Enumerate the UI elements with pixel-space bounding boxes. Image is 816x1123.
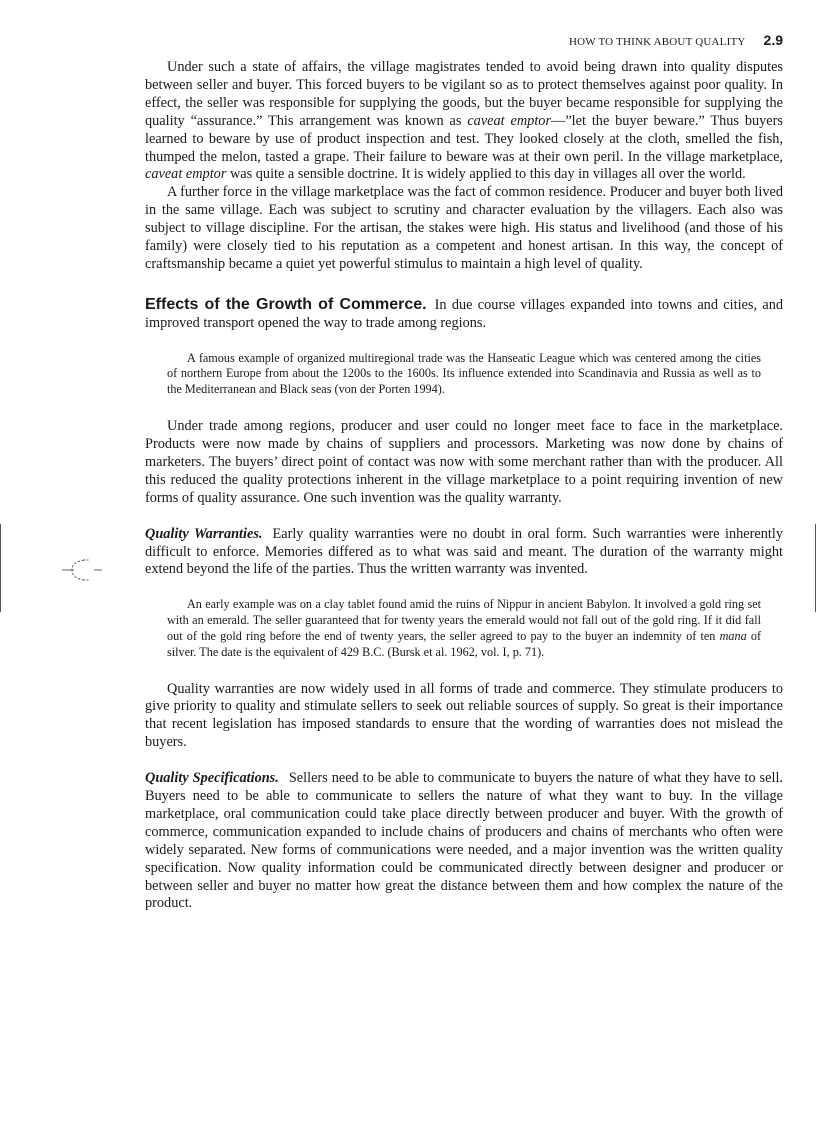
italic-term: mana	[719, 628, 747, 643]
subsection-quality-warranties	[145, 526, 783, 580]
publisher-logo-icon	[58, 556, 106, 584]
text-run: Under such a state of affairs, the village magistrates tended to avoid being drawn into quality disputes between seller and buyer. This forced buyers to be vigilant so as to protect themselves against poor quality. In effect, the seller was responsible for supplying the goods, but the buyer became responsible for supplying the quality “assurance.” This arrangement was known as	[145, 59, 783, 129]
paragraph-warranties-today: Quality warranties are now widely used in all forms of trade and commerce. They stimulate producers to give priority to quality and stimulate sellers to seek out reliable sources of supply. So great is their importance that recent legislation has imposed standards to ensure that the wording of warranties does not mislead the buyers.	[145, 680, 783, 751]
subsection-heading: Quality Specifications.	[145, 770, 279, 787]
running-head-title: HOW TO THINK ABOUT QUALITY	[569, 36, 746, 48]
text-run: of silver. The date is the equivalent of 429 B.C. (Bursk et al. 1962, vol. I, p. 71).	[167, 628, 761, 659]
subsection-quality-specifications	[145, 770, 783, 913]
text-run: An early example was on a clay tablet found amid the ruins of Nippur in ancient Babylon. It involved a gold ring set with an emerald. The seller guaranteed that for twenty years the emerald would not fall out of the gold ring. If it did fall out of the gold ring before the end of twenty years, the seller agreed to pay to the buyer an indemnity of ten	[167, 597, 761, 643]
section-heading: Effects of the Growth of Commerce.	[145, 295, 427, 313]
extract-nippur-tablet	[167, 597, 761, 660]
extract-text: A famous example of organized multiregional trade was the Hanseatic League which was centered among the cities of northern Europe from about the 1200s to the 1600s. Its influence extended into Scandinavia and Russia as well as to the Mediterranean and Black seas (von der Porten 1994).	[167, 350, 761, 397]
left-margin-marker	[0, 524, 1, 612]
page-content	[145, 30, 783, 913]
text-run: was quite a sensible doctrine. It is widely applied to this day in villages all over the world.	[226, 166, 746, 183]
extract-text	[167, 597, 761, 660]
paragraph-trade-among-regions: Under trade among regions, producer and user could no longer meet face to face in the marketplace. Products were now made by chains of suppliers and processors. Marketing was now done by chains of marketers. The buyers’ direct point of contact was now with some merchant rather than with the producer. All this reduced the quality protections inherent in the village marketplace to a point requiring invention of new forms of quality assurance. One such invention was the quality warranty.	[145, 418, 783, 506]
page-number: 2.9	[763, 32, 783, 48]
section-text: In due course villages expanded into towns and cities, and improved transport opened the way to trade among regions.	[145, 296, 783, 331]
subsection-heading: Quality Warranties.	[145, 525, 263, 542]
running-head	[145, 30, 783, 50]
section-growth-of-commerce	[145, 296, 783, 333]
italic-term: caveat emptor	[467, 112, 552, 129]
text-run: —”let the buyer beware.” Thus buyers learned to beware by use of product inspection and test. They looked closely at the cloth, smelled the fish, thumped the melon, tasted a grape. Their failure to beware was at their own peril. In the village marketplace,	[145, 112, 783, 165]
paragraph-common-residence: A further force in the village marketplace was the fact of common residence. Producer and buyer both lived in the same village. Each was subject to scrutiny and character evaluation by the villagers. Each also was subject to village discipline. For the artisan, the stakes were high. His status and livelihood (and those of his family) were closely tied to his reputation as a competent and honest artisan. In this way, the concept of craftsmanship became a quiet yet powerful stimulus to maintain a high level of quality.	[145, 184, 783, 272]
subsection-text: Sellers need to be able to communicate to buyers the nature of what they have to sell. Buyers need to be able to communicate to sellers the nature of what they want to buy. In the village marketplace, oral communication could take place directly between producer and buyer. With the growth of commerce, communication expanded to include chains of producers and chains of merchants who often were widely separated. New forms of communications were needed, and a major invention was the written quality specification. Now quality information could be communicated directly between designer and producer or between seller and buyer no matter how great the distance between them and how complex the nature of the product.	[145, 770, 783, 912]
extract-hanseatic-league	[167, 351, 761, 398]
italic-term: caveat emptor	[145, 166, 227, 183]
subsection-text: Early quality warranties were no doubt in oral form. Such warranties were inherently difficult to enforce. Memories differed as to what was said and meant. The duration of the warranty might extend beyond the life of the parties. Thus the written warranty was invented.	[145, 525, 783, 578]
paragraph-caveat-emptor	[145, 59, 783, 184]
